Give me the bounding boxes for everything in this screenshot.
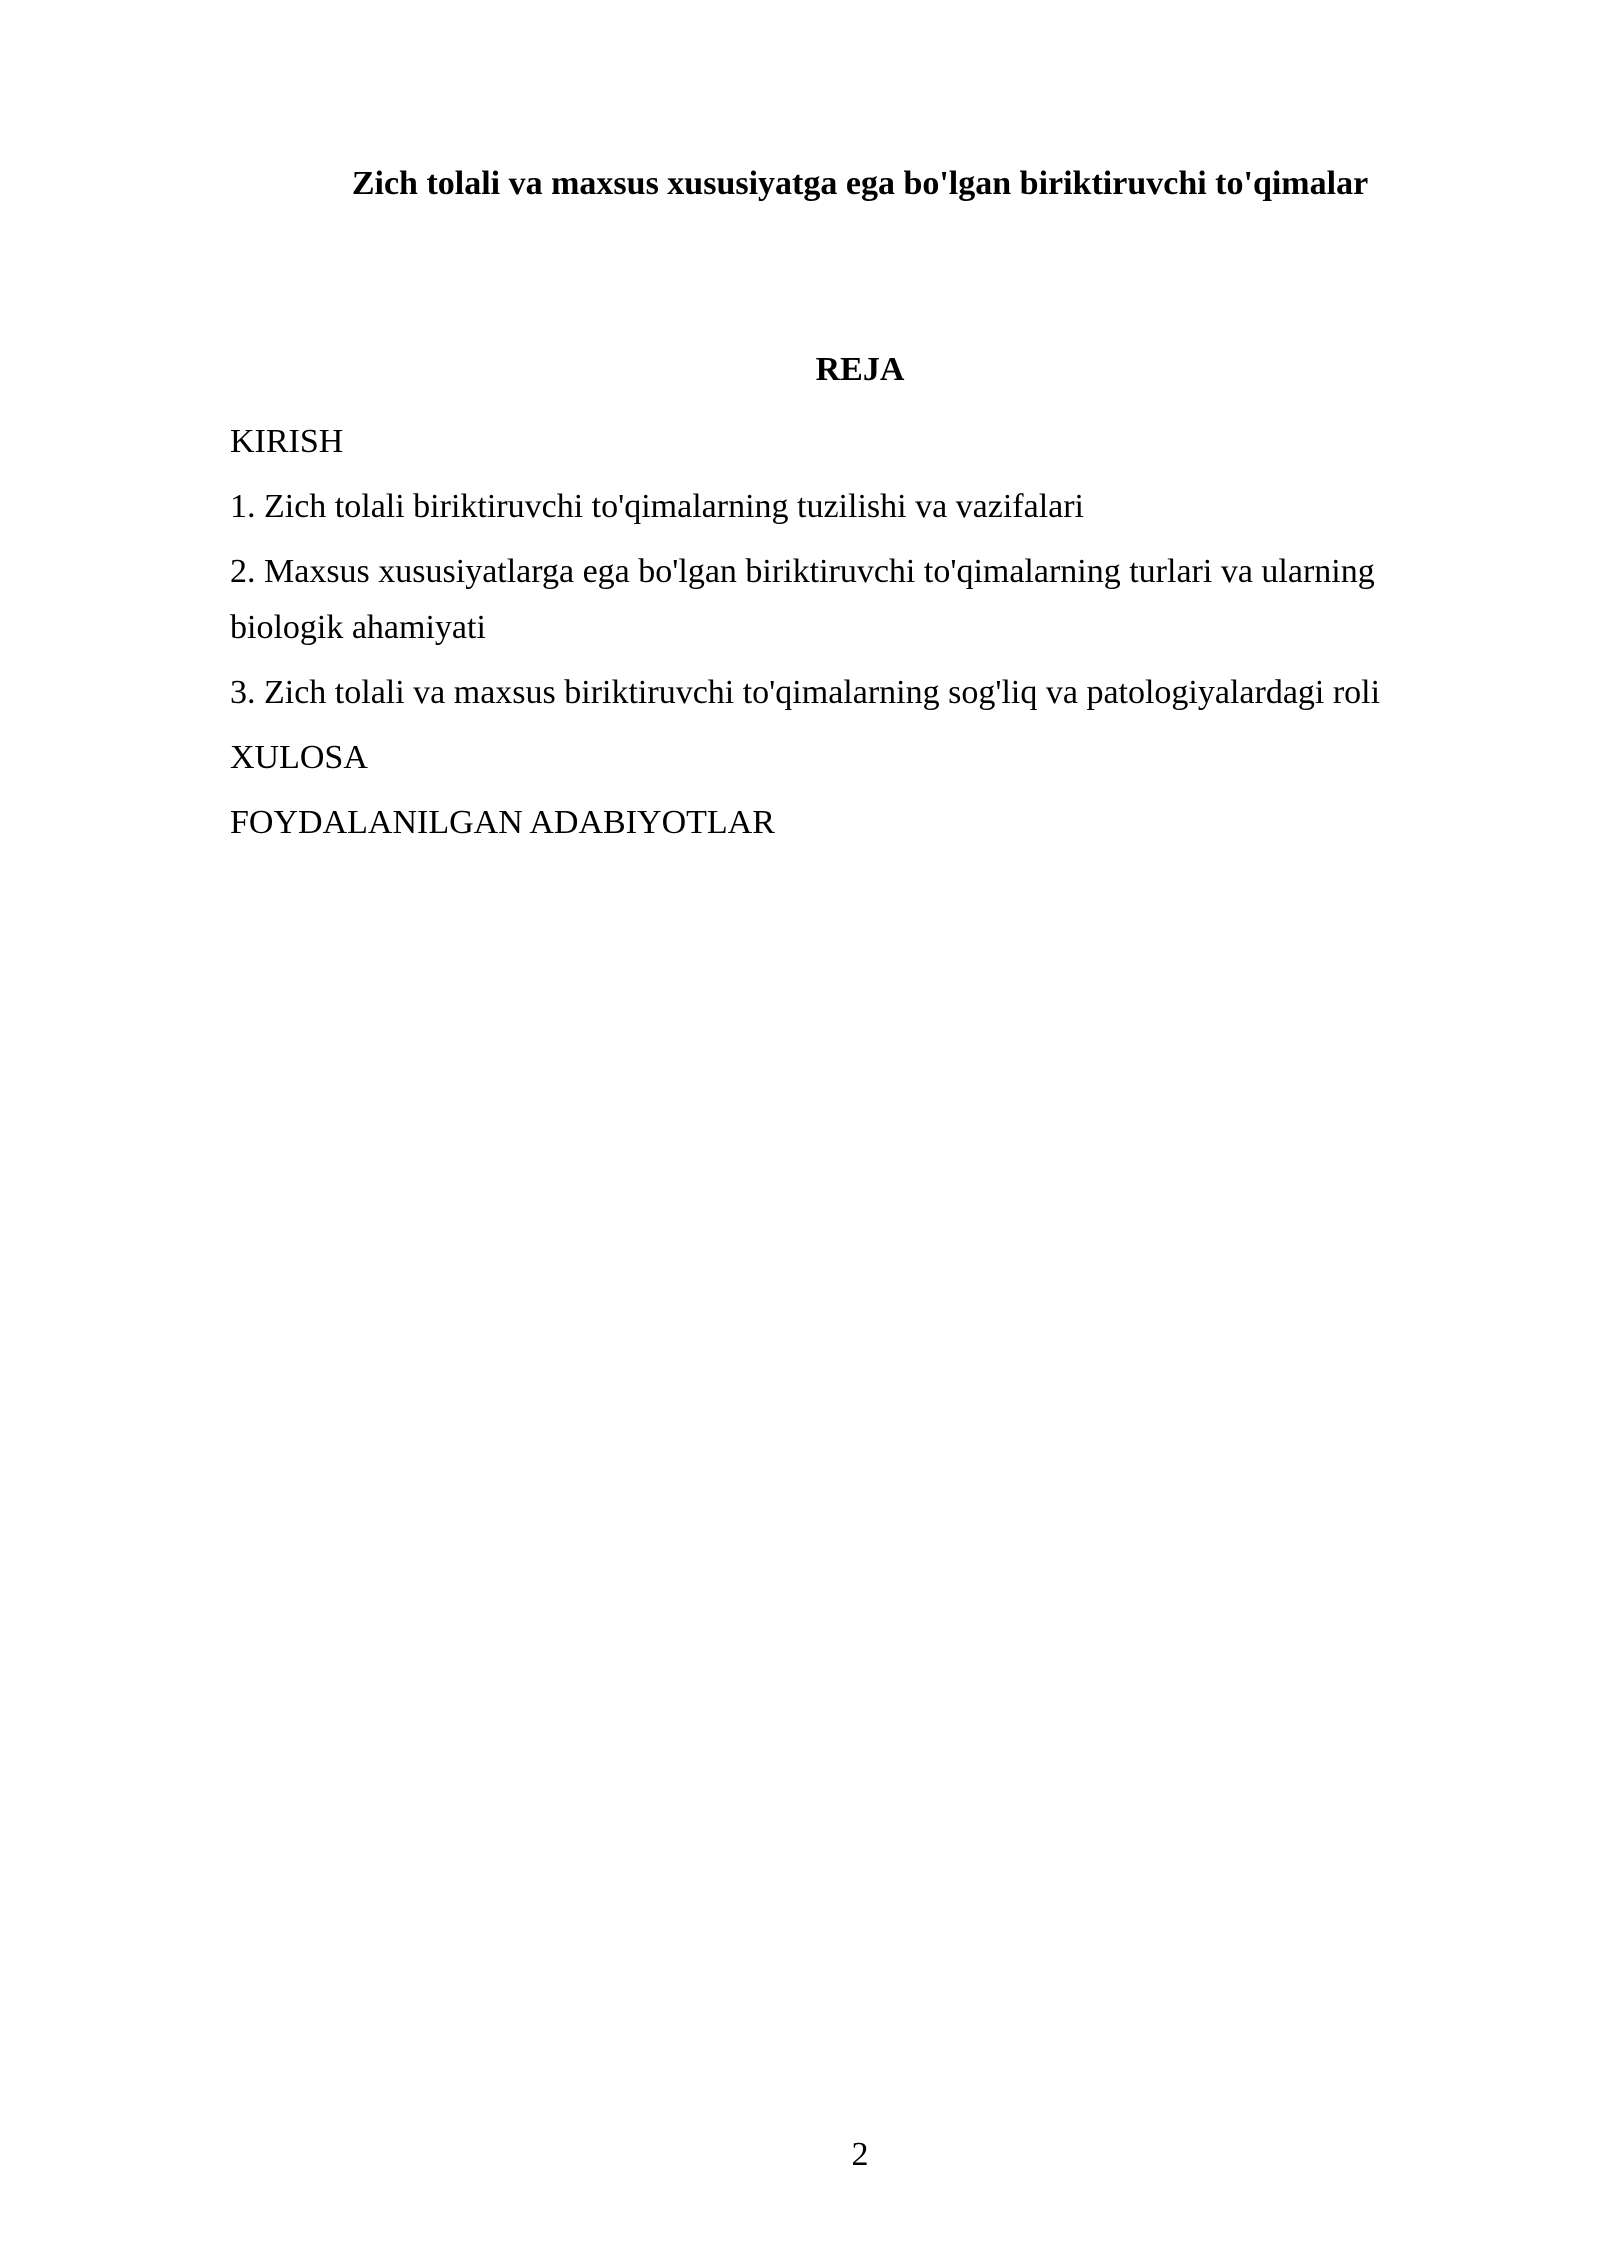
page-number: 2 [851,2136,869,2173]
plan-list [230,414,1460,860]
plan-item-1: 1. Zich tolali biriktiruvchi to'qimalarning tuzilishi va vazifalari [230,488,1085,525]
plan-heading: REJA [815,351,905,388]
document-title: Zich tolali va maxsus xususiyatga ega bo'lgan biriktiruvchi to'qimalar [351,165,1369,202]
plan-item-introduction: KIRISH [230,423,344,460]
plan-item-references: FOYDALANILGAN ADABIYOTLAR [230,804,775,841]
plan-item-2: 2. Maxsus xususiyatlarga ega bo'lgan biriktiruvchi to'qimalarning turlari va ularning biologik ahamiyati [230,553,1375,646]
plan-item-3: 3. Zich tolali va maxsus biriktiruvchi to'qimalarning sog'liq va patologiyalardagi roli [230,674,1381,711]
plan-item-conclusion: XULOSA [230,739,368,776]
